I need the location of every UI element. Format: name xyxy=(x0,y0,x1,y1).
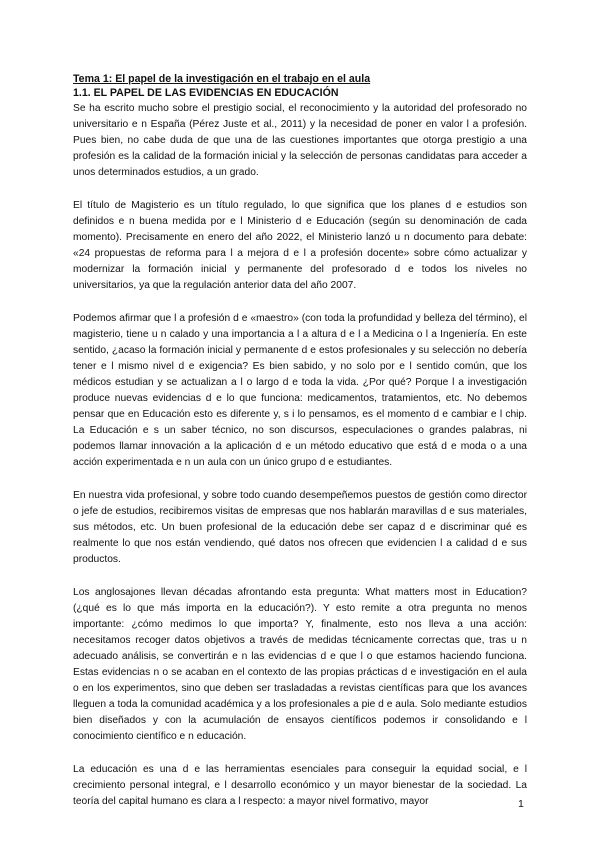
paragraph-3: Podemos afirmar que l a profesión d e «maestro» (con toda la profundidad y belleza del término), el magisterio, tiene u n calado y una importancia a l a altura d e l a Medicina o l a Ingeniería. En este sentido, ¿acaso la formación inicial y permanente d e estos profesionales y su selección no debería tener e l mismo nivel d e exigencia? Es bien sabido, y no solo por e l sentido común, que los médicos estudian y se actualizan a l o largo d e toda la vida. ¿Por qué? Porque l a investigación produce nuevas evidencias d e lo que funciona: medicamentos, tratamientos, etc. No debemos pensar que en Educación esto es diferente y, s i lo pensamos, es el momento d e cambiar e l chip. La Educación e s un saber técnico, no son discursos, especulaciones o grandes palabras, ni podemos llamar innovación a la aplicación d e un método educativo que está d e moda o a una acción experimentada e n un aula con un único grupo d e estudiantes. xyxy=(73,313,527,468)
paragraph-2: El título de Magisterio es un título regulado, lo que significa que los planes d e estudios son definidos e n buena medida por e l Ministerio d e Educación (según su denominación de cada momento). Precisamente en enero del año 2022, el Ministerio lanzó u n documento para debate: «24 propuestas de reforma para l a mejora d e l a profesión docente» sobre cómo actualizar y modernizar la formación inicial y permanente del profesorado d e todos los niveles no universitarios, ya que la regulación anterior data del año 2007. xyxy=(73,200,527,291)
paragraph-1: Se ha escrito mucho sobre el prestigio social, el reconocimiento y la autoridad del profesorado no universitario e n España (Pérez Juste et al., 2011) y la necesidad de poner en valor l a profesión. Pues bien, no cabe duda de que una de las cuestiones importantes que otorga prestigio a una profesión es la calidad de la formación inicial y la selección de personas candidatas para acceder a unos determinados estudios, a un grado. xyxy=(73,103,527,178)
document-page xyxy=(73,72,527,810)
paragraph-6: La educación es una d e las herramientas esenciales para conseguir la equidad social, e l crecimiento personal integral, e l desarrollo económico y un mayor bienestar de la sociedad. La teoría del capital humano es clara a l respecto: a mayor nivel formativo, mayor xyxy=(73,764,527,807)
paragraph-4: En nuestra vida profesional, y sobre todo cuando desempeñemos puestos de gestión como director o jefe de estudios, recibiremos visitas de empresas que nos hablarán maravillas d e sus materiales, sus métodos, etc. Un buen profesional de la educación debe ser capaz d e discriminar qué es realmente lo que nos están vendiendo, qué datos nos ofrecen que evidencien l a calidad d e sus productos. xyxy=(73,490,527,565)
paragraph-5: Los anglosajones llevan décadas afrontando esta pregunta: What matters most in Education? (¿qué es lo que más importa en la educación?). Y esto remite a otra pregunta no menos importante: ¿cómo medimos lo que importa? Y, finalmente, esto nos lleva a una acción: necesitamos recoger datos objetivos a través de medidas técnicamente correctas que, tras u n adecuado análisis, se convertirán e n las evidencias d e que l o que estamos haciendo funciona. Estas evidencias n o se acaban en el contexto de las propias prácticas d e investigación en el aula o en los experimentos, sino que deben ser trasladadas a revistas científicas para que los avances lleguen a toda la comunidad académica y a los profesionales a pie d e aula. Solo mediante estudios bien diseñados y con la acumulación de ensayos científicos podemos ir consolidando e l conocimiento científico e n educación. xyxy=(73,587,527,742)
page-number: 1 xyxy=(518,798,524,810)
section-heading: 1.1. EL PAPEL DE LAS EVIDENCIAS EN EDUCACIÓN xyxy=(73,87,339,99)
document-title: Tema 1: El papel de la investigación en el trabajo en el aula xyxy=(73,73,371,85)
